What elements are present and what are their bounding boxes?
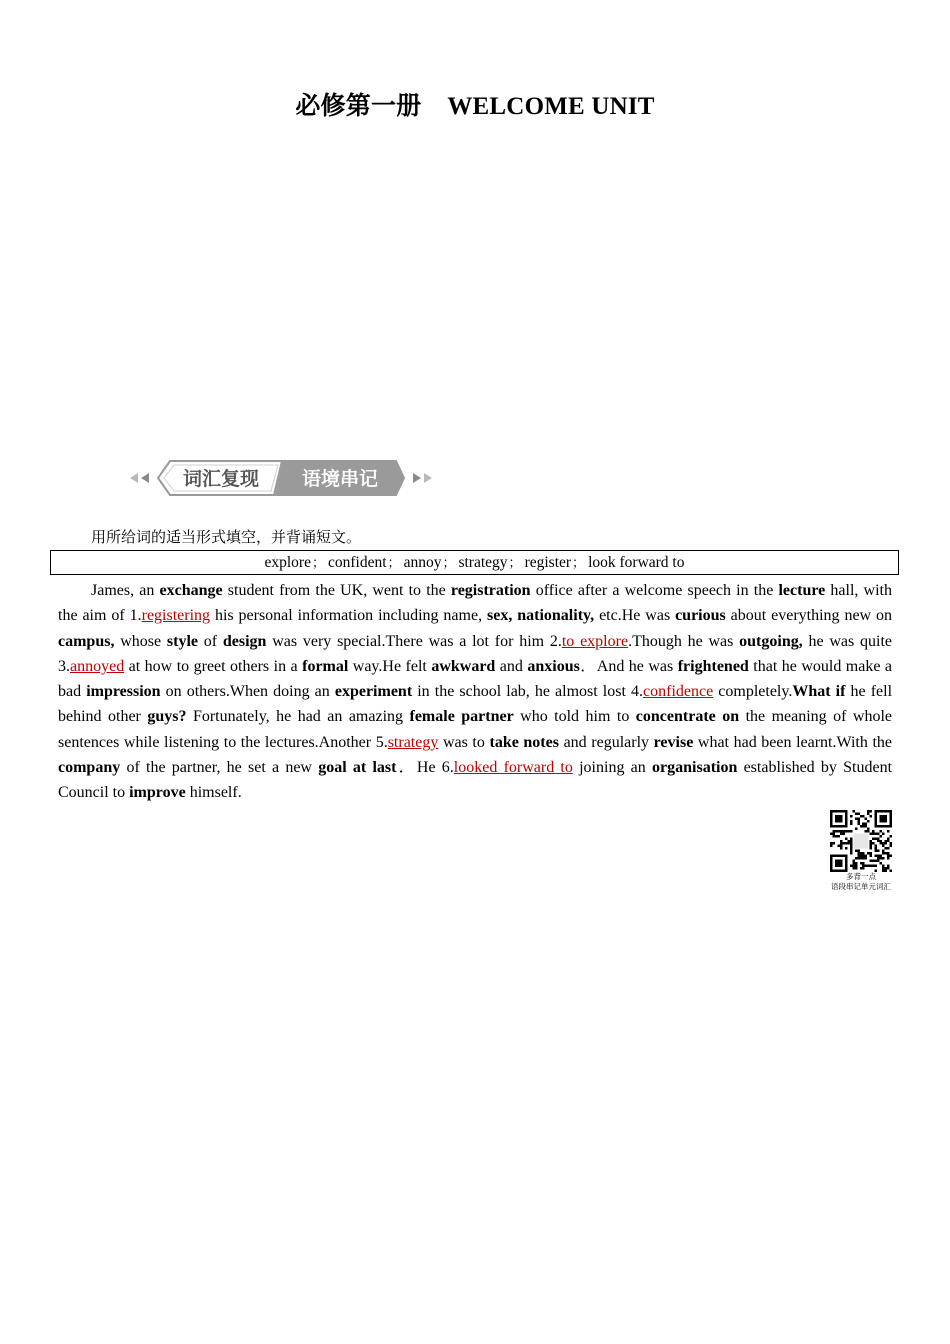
passage-text: ．He 6. [396, 759, 454, 777]
word-option: strategy [458, 554, 508, 571]
key-term: campus, [58, 632, 115, 650]
arrow-right-icon [413, 473, 421, 483]
key-term: concentrate on [635, 708, 740, 726]
passage-text: .Though he was [628, 632, 740, 650]
passage-text: way.He felt [348, 657, 432, 675]
passage [58, 578, 892, 806]
key-term: take notes [489, 733, 559, 751]
key-term: experiment [334, 683, 413, 701]
passage-text: at how to greet others in a [124, 657, 303, 675]
word-option: explore [264, 554, 311, 571]
answer-blank: annoyed [70, 657, 125, 675]
passage-text: completely. [713, 683, 793, 701]
key-term: style [166, 632, 198, 650]
key-term: lecture [778, 582, 826, 599]
passage-text: was very special.There was a lot for him 2. [266, 632, 562, 650]
passage-text: and [495, 657, 528, 675]
qr-code-icon [830, 810, 892, 872]
answer-blank: to explore [561, 632, 629, 650]
qr-caption-line2: 语段串记单元词汇 [831, 882, 891, 891]
passage-text: himself. [185, 784, 242, 802]
key-term: registration [450, 582, 531, 599]
passage-text: whose [114, 632, 167, 650]
key-term: impression [86, 683, 161, 701]
passage-text: about everything new on [725, 607, 893, 625]
instruction-text: 用所给词的适当形式填空，并背诵短文。 [91, 528, 362, 546]
passage-text: that he would make a bad [58, 657, 893, 701]
passage-text: who told him to [513, 708, 636, 726]
key-term: design [222, 632, 267, 650]
word-option: look forward to [588, 554, 685, 571]
passage-text: his personal information including name, [210, 607, 487, 625]
key-term: improve [129, 784, 186, 802]
banner-left-label: 词汇复现 [182, 468, 260, 490]
word-option: confident [328, 554, 387, 571]
passage-text: was to [438, 733, 490, 751]
passage-text: what had been learnt.With the [693, 733, 892, 751]
passage-text: established by Student Council to [58, 759, 893, 802]
answer-blank: looked forward to [453, 759, 573, 777]
word-box [50, 550, 899, 575]
key-term: What if [792, 683, 846, 701]
answer-blank: strategy [387, 733, 439, 751]
qr-code-block [830, 810, 892, 892]
passage-text: on others.When doing an [160, 683, 335, 701]
key-term: exchange [159, 582, 223, 599]
passage-text: office after a welcome speech in the [530, 582, 779, 599]
passage-text: ．And he was [579, 657, 678, 675]
key-term: guys? [147, 708, 187, 726]
qr-caption-line1: 多背一点 [846, 872, 876, 881]
key-term: formal [302, 657, 349, 675]
key-term: organisation [652, 759, 738, 777]
arrow-left-icon [130, 473, 138, 483]
banner-right-label: 语境串记 [301, 468, 379, 490]
passage-text: joining an [572, 759, 653, 777]
word-option: annoy [403, 554, 442, 571]
section-banner [130, 459, 432, 497]
key-term: anxious [527, 657, 580, 675]
passage-text: and regularly [558, 733, 654, 751]
banner-tabs [156, 459, 406, 497]
title-en: WELCOME UNIT [447, 93, 655, 120]
arrow-left-icon [141, 473, 149, 483]
key-term: frightened [677, 657, 749, 675]
key-term: revise [653, 733, 694, 751]
passage-text: etc.He was [594, 607, 676, 625]
word-separator: ； [442, 556, 456, 571]
passage-text: student from the UK, went to the [222, 582, 451, 599]
passage-text: James, an [91, 582, 160, 599]
key-term: outgoing, [739, 632, 803, 650]
word-option: register [524, 554, 572, 571]
key-term: female partner [409, 708, 514, 726]
passage-text: hall, with the aim of 1. [58, 582, 893, 625]
key-term: awkward [431, 657, 496, 675]
passage-text: the meaning of whole sentences while listening to the lectures.Another 5. [58, 708, 893, 751]
key-term: company [58, 759, 121, 777]
passage-text: in the school lab, he almost lost 4. [412, 683, 644, 701]
passage-text: he fell behind other [58, 683, 893, 726]
passage-text: of [198, 632, 223, 650]
key-term: goal at last [318, 759, 397, 777]
word-separator: ； [387, 556, 401, 571]
word-separator: ； [508, 556, 522, 571]
arrow-right-icon [424, 473, 432, 483]
page-title [0, 86, 950, 122]
passage-text: of the partner, he set a new [120, 759, 319, 777]
key-term: sex, nationality, [487, 607, 595, 625]
answer-blank: confidence [643, 683, 714, 701]
word-separator: ； [572, 556, 586, 571]
answer-blank: registering [141, 607, 211, 625]
passage-text: Fortunately, he had an amazing [186, 708, 410, 726]
title-cn: 必修第一册 [295, 93, 422, 120]
word-separator: ； [311, 556, 325, 571]
passage-text: he was quite 3. [58, 632, 893, 675]
key-term: curious [675, 607, 726, 625]
